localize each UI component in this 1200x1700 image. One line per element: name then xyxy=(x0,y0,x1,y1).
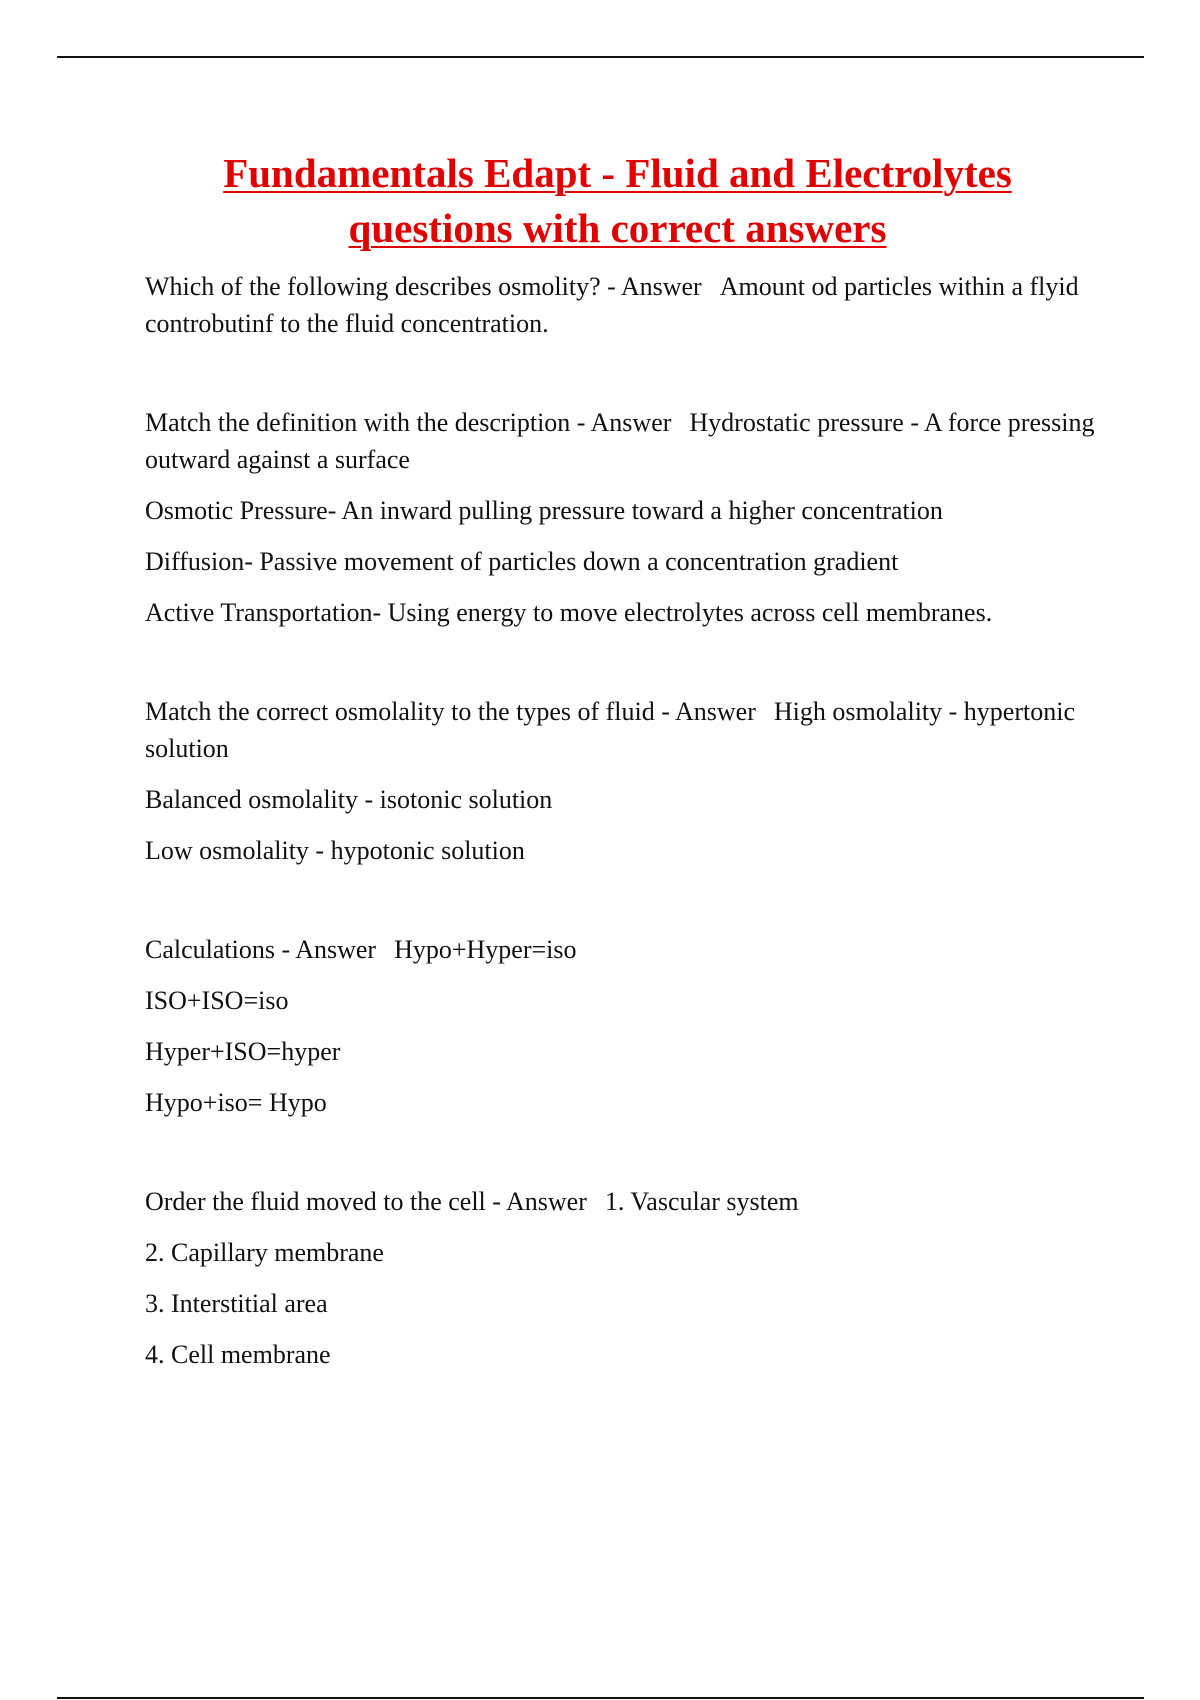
question-line xyxy=(145,268,1100,342)
answer-line: Active Transportation- Using energy to move electrolytes across cell membranes. xyxy=(145,598,993,627)
question-line xyxy=(145,1183,1100,1220)
question-text: Which of the following describes osmolity? xyxy=(145,272,601,301)
answer-line: Diffusion- Passive movement of particles down a concentration gradient xyxy=(145,547,899,576)
qa-item xyxy=(145,404,1100,631)
answer-label: - Answer xyxy=(607,272,702,301)
title-line-1: Fundamentals Edapt - Fluid and Electrolytes xyxy=(223,150,1012,196)
question-line xyxy=(145,931,1100,968)
answer-line: Hypo+iso= Hypo xyxy=(145,1088,327,1117)
question-text: Match the correct osmolality to the types of fluid xyxy=(145,697,655,726)
qa-item xyxy=(145,931,1100,1121)
question-line xyxy=(145,404,1100,478)
question-text: Order the fluid moved to the cell xyxy=(145,1187,486,1216)
answer-text: Hydrostatic pressure - A force pressing outward against a surface xyxy=(145,408,1095,474)
answer-line: 2. Capillary membrane xyxy=(145,1238,384,1267)
answer-line: ISO+ISO=iso xyxy=(145,986,289,1015)
answer-line: Low osmolality - hypotonic solution xyxy=(145,836,525,865)
question-text: Calculations xyxy=(145,935,275,964)
bottom-rule xyxy=(57,1697,1144,1699)
answer-text: High osmolality - hypertonic solution xyxy=(145,697,1075,763)
qa-item xyxy=(145,268,1100,342)
qa-item xyxy=(145,693,1100,869)
answer-line: Osmotic Pressure- An inward pulling pressure toward a higher concentration xyxy=(145,496,943,525)
answer-label: - Answer xyxy=(281,935,377,964)
answer-line: Balanced osmolality - isotonic solution xyxy=(145,785,553,814)
answer-label: - Answer xyxy=(576,408,672,437)
answer-line: 4. Cell membrane xyxy=(145,1340,331,1369)
document-body xyxy=(145,268,1100,1435)
answer-text: Hypo+Hyper=iso xyxy=(394,935,577,964)
answer-text: 1. Vascular system xyxy=(604,1187,799,1216)
qa-item xyxy=(145,1183,1100,1373)
answer-label: - Answer xyxy=(661,697,756,726)
title-line-2: questions with correct answers xyxy=(348,205,887,251)
question-text: Match the definition with the description xyxy=(145,408,571,437)
answer-line: Hyper+ISO=hyper xyxy=(145,1037,341,1066)
answer-line: 3. Interstitial area xyxy=(145,1289,328,1318)
answer-label: - Answer xyxy=(492,1187,587,1216)
question-line xyxy=(145,693,1100,767)
top-rule xyxy=(57,56,1144,58)
document-title xyxy=(100,146,1135,256)
answer-text: Amount od particles within a flyid controbutinf to the fluid concentration. xyxy=(145,272,1079,338)
